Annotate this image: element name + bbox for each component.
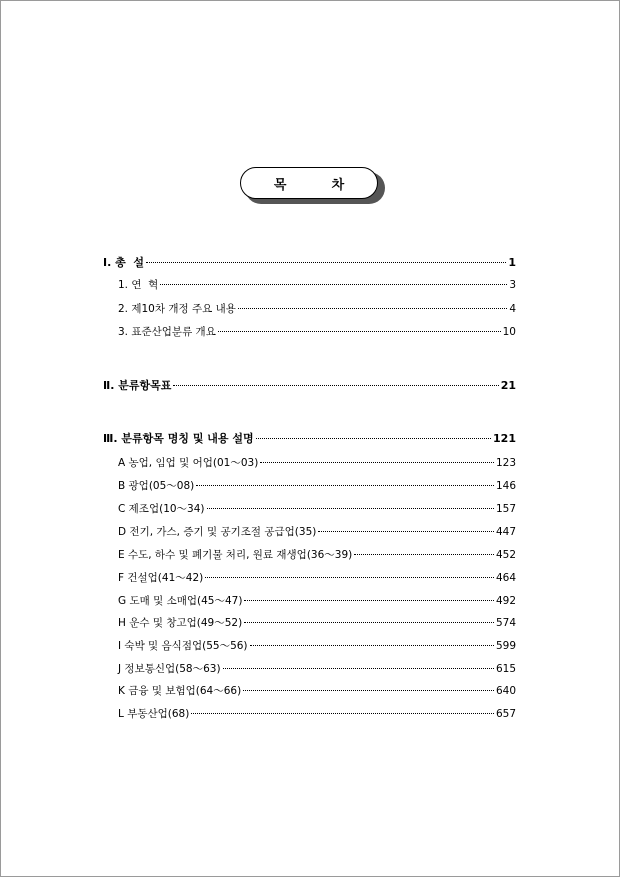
toc-page-number: 574 [495, 617, 516, 629]
toc-item-label: I 숙박 및 음식점업(55～56) [118, 640, 248, 652]
toc-section-2[interactable] [103, 379, 516, 393]
toc-item[interactable] [103, 662, 516, 676]
toc-title-box [240, 167, 378, 199]
toc-item-label: 2. 제10차 개정 주요 내용 [118, 303, 236, 315]
toc-item[interactable] [103, 616, 516, 630]
toc-page-number: 599 [495, 640, 516, 652]
toc-item[interactable] [103, 325, 516, 339]
toc-item-label: D 전기, 가스, 증기 및 공기조절 공급업(35) [118, 526, 317, 538]
leader-dots [218, 331, 501, 332]
toc-section-3[interactable] [103, 432, 516, 446]
toc-item[interactable] [103, 502, 516, 516]
toc-section-label: Ⅰ. 총 설 [103, 256, 145, 269]
leader-dots [318, 531, 494, 532]
toc-item[interactable] [103, 594, 516, 608]
toc-item[interactable] [103, 684, 516, 698]
toc-page-number: 640 [495, 685, 516, 697]
leader-dots [260, 462, 494, 463]
toc-section-1[interactable] [103, 256, 516, 270]
toc-page-number: 1 [508, 256, 516, 269]
leader-dots [243, 690, 494, 691]
toc-section-label: Ⅲ. 분류항목 명칭 및 내용 설명 [103, 432, 254, 445]
toc-item-label: C 제조업(10～34) [118, 503, 205, 515]
toc-item-label: 3. 표준산업분류 개요 [118, 326, 216, 338]
toc-page-number: 123 [495, 457, 516, 469]
toc-item-label: K 금융 및 보험업(64～66) [118, 685, 242, 697]
toc-title: 목 차 [273, 177, 345, 193]
toc-page-number: 464 [495, 572, 516, 584]
toc-item[interactable] [103, 525, 516, 539]
toc-item[interactable] [103, 278, 516, 292]
toc-page-number: 615 [495, 663, 516, 675]
leader-dots [146, 262, 506, 263]
toc-page-number: 3 [509, 279, 516, 291]
toc-section-label: Ⅱ. 분류항목표 [103, 379, 172, 392]
toc-page-number: 21 [500, 379, 516, 392]
toc-page-number: 447 [495, 526, 516, 538]
toc-item-label: G 도매 및 소매업(45～47) [118, 595, 243, 607]
toc-item-label: B 광업(05～08) [118, 480, 195, 492]
leader-dots [238, 308, 507, 309]
toc-item-label: F 건설업(41～42) [118, 572, 204, 584]
toc-page-number: 121 [493, 432, 516, 445]
leader-dots [160, 284, 507, 285]
toc-item-label: L 부동산업(68) [118, 708, 190, 720]
toc-item-label: H 운수 및 창고업(49～52) [118, 617, 243, 629]
leader-dots [173, 385, 498, 386]
toc-page-number: 10 [502, 326, 516, 338]
leader-dots [354, 554, 494, 555]
leader-dots [244, 600, 494, 601]
leader-dots [223, 668, 494, 669]
toc-page-number: 4 [509, 303, 516, 315]
leader-dots [256, 438, 491, 439]
leader-dots [207, 508, 494, 509]
toc-page-number: 452 [495, 549, 516, 561]
toc-item[interactable] [103, 302, 516, 316]
leader-dots [191, 713, 494, 714]
toc-item[interactable] [103, 639, 516, 653]
toc-page-number: 492 [495, 595, 516, 607]
toc-item[interactable] [103, 707, 516, 721]
toc-item[interactable] [103, 571, 516, 585]
toc-item-label: J 정보통신업(58～63) [118, 663, 221, 675]
toc-item[interactable] [103, 479, 516, 493]
toc-page-number: 157 [495, 503, 516, 515]
toc-item[interactable] [103, 548, 516, 562]
toc-item-label: A 농업, 임업 및 어업(01～03) [118, 457, 259, 469]
toc-item[interactable] [103, 456, 516, 470]
leader-dots [250, 645, 494, 646]
leader-dots [205, 577, 494, 578]
leader-dots [244, 622, 494, 623]
toc-page-number: 146 [495, 480, 516, 492]
toc-item-label: 1. 연 혁 [118, 279, 159, 291]
toc-page-number: 657 [495, 708, 516, 720]
toc-item-label: E 수도, 하수 및 폐기물 처리, 원료 재생업(36～39) [118, 549, 353, 561]
leader-dots [196, 485, 494, 486]
